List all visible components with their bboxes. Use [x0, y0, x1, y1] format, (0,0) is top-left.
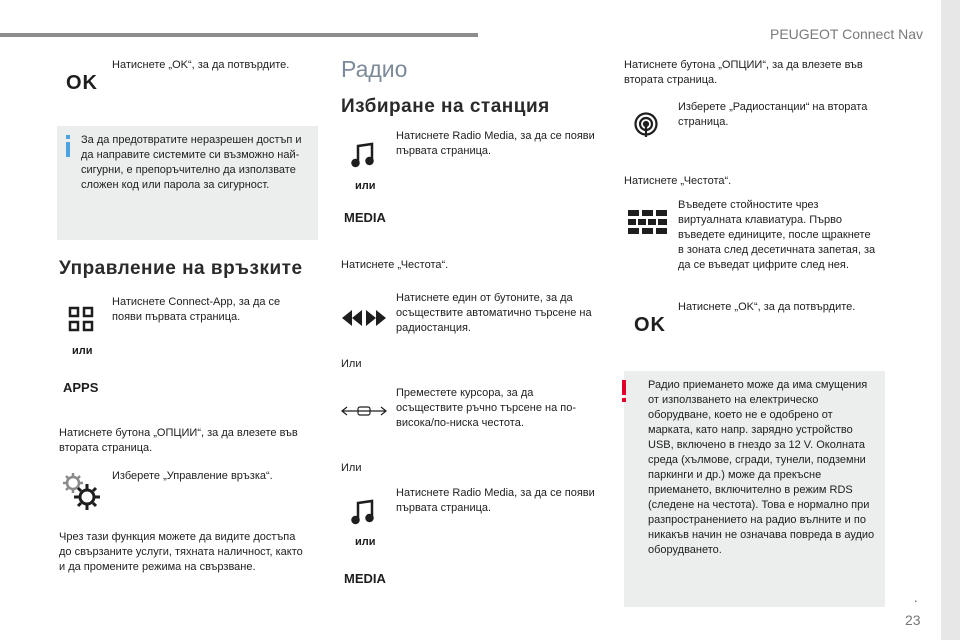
info-icon: [64, 135, 72, 157]
page-number: 23: [905, 612, 921, 628]
cursor-instruction: Преместете курсора, за да осъществите ръчно търсене на по-висока/по-ниска честота.: [396, 387, 577, 429]
gears-icon: [62, 472, 102, 512]
seek-buttons-icon: [341, 308, 387, 328]
keyboard-icon: [628, 210, 668, 236]
music-note-icon: [351, 499, 377, 525]
header-rule: [0, 33, 478, 37]
media-instruction: Натиснете Radio Media, за да се появи първата страница.: [396, 487, 595, 514]
radio-station-icon: [633, 112, 659, 138]
options-instruction: Натиснете бутона „ОПЦИИ“, за да влезете във втората страница.: [59, 427, 298, 454]
frequency-instruction: Натиснете „Честота“.: [624, 175, 732, 187]
warning-panel: [624, 371, 885, 607]
or-text: Или: [341, 462, 362, 474]
ok-instruction: Натиснете „OK“, за да потвърдите.: [678, 301, 856, 313]
music-note-icon: [351, 142, 377, 168]
function-description: Чрез тази функция можете да видите достъпа до свързаните услуги, тяхната наличност, както и да промените режима на свързване.: [59, 531, 303, 573]
warning-text: Радио приемането може да има смущения от използването на електрическо оборудване, което не е одобрено от марката, като напр. зарядно устройство USB, включено в гнездо за 12 V. Околната среда (хълмове, сгради, тунели, подземни паркинги и др.) може да прекъсне приемането, включително в режим RDS (следене на честота). Това е нормално при разпространението на радио вълните и по никакъв начин не означава повреда в аудио оборудването.: [648, 379, 875, 556]
apps-instruction: Натиснете Connect-App, за да се появи първата страница.: [112, 296, 281, 323]
or-label: или: [355, 536, 376, 548]
brand-header: PEUGEOT Connect Nav: [770, 26, 924, 42]
or-text: Или: [341, 358, 362, 370]
frequency-instruction: Натиснете „Честота“.: [341, 259, 449, 271]
media-instruction: Натиснете Radio Media, за да се появи първата страница.: [396, 130, 595, 157]
radio-title: Радио: [341, 56, 408, 82]
stations-instruction: Изберете „Радиостанции“ на втората страница.: [678, 101, 868, 128]
options-instruction: Натиснете бутона „ОПЦИИ“, за да влезете във втората страница.: [624, 59, 863, 86]
side-mark: .: [914, 590, 918, 605]
media-label: MEDIA: [344, 571, 386, 586]
section-title-station: Избиране на станция: [341, 96, 550, 117]
ok-button-icon: OK: [66, 72, 98, 94]
section-title-connections: Управление на връзките: [59, 258, 303, 279]
keyboard-instruction: Въведете стойностите чрез виртуалната клавиатура. Първо въведете единиците, после щракнете в зоната след десетичната запетая, за да се въведат цифрите след нея.: [678, 199, 876, 271]
or-label: или: [72, 345, 93, 357]
info-panel: [57, 126, 318, 240]
frequency-slider-icon: [341, 404, 387, 418]
info-text: За да предотвратите неразрешен достъп и да направите системите си възможно най-сигурни, е препоръчително да използвате сложен код или парола за сигурност.: [81, 134, 302, 191]
side-tab: [941, 0, 960, 640]
apps-grid-icon: [68, 306, 94, 332]
ok-button-icon: OK: [634, 314, 666, 336]
media-label: MEDIA: [344, 210, 386, 225]
seek-instruction: Натиснете един от бутоните, за да осъществите автоматично търсене на радиостанция.: [396, 292, 592, 334]
select-instruction: Изберете „Управление връзка“.: [112, 470, 273, 482]
ok-instruction: Натиснете „OK“, за да потвърдите.: [112, 59, 290, 71]
apps-label: APPS: [63, 380, 99, 395]
warning-icon: [620, 380, 628, 402]
or-label: или: [355, 180, 376, 192]
